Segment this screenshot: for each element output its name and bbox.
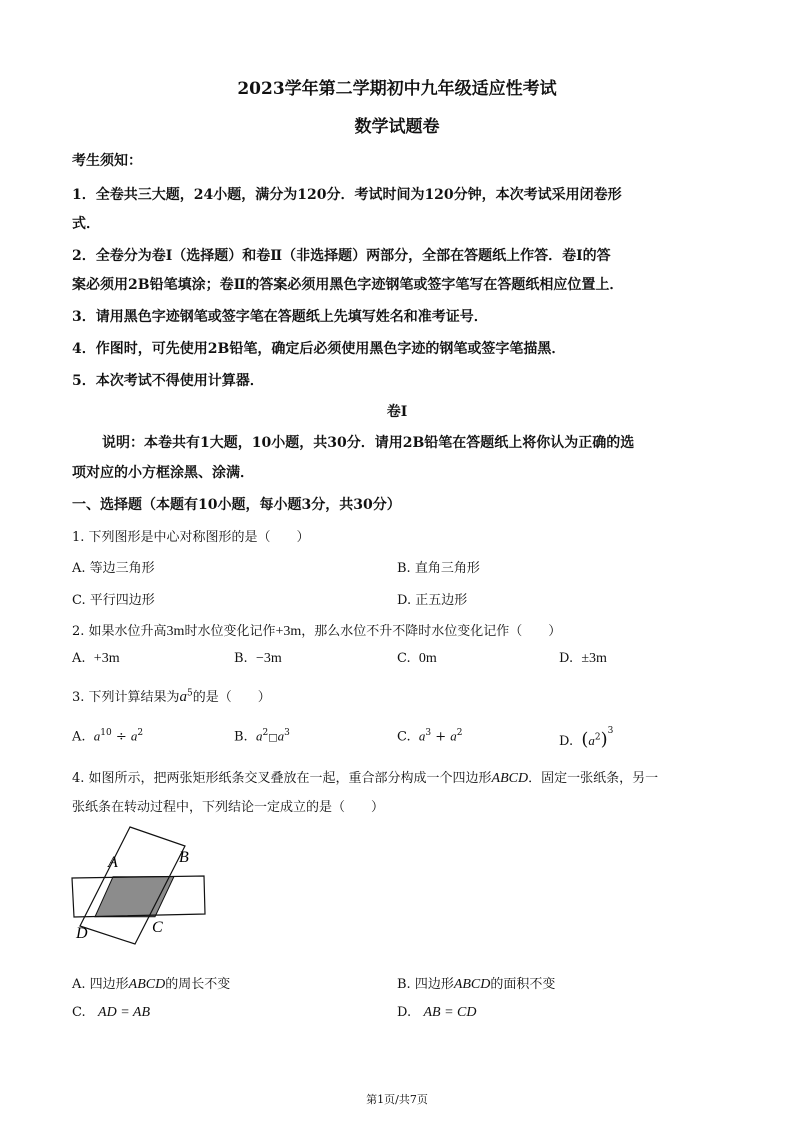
q3-option-c: [397, 728, 463, 744]
q4-option-b-post: 的面积不变: [490, 977, 556, 992]
notice-item-2-line-1: 2．全卷分为卷Ⅰ（选择题）和卷Ⅱ（非选择题）两部分，全部在答题纸上作答．卷Ⅰ的答: [72, 248, 611, 264]
q3-option-d: [559, 726, 613, 750]
q2-option-d: [559, 651, 607, 667]
notice-item-1-line-2: 式．: [72, 216, 100, 232]
q4-option-a-var: ABCD: [128, 977, 166, 992]
q4-option-c-label: C.: [72, 1005, 86, 1020]
q2-stem: [72, 620, 561, 640]
q3-stem-exp: 5: [187, 688, 193, 699]
q2-stem-pre: 2. 如果水位升高: [72, 624, 167, 639]
q3-stem-base: a: [179, 689, 188, 705]
q3-option-c-var-1: a: [418, 728, 426, 744]
q3-stem-post: 的是（ ）: [192, 690, 271, 705]
q3-stem: [72, 686, 271, 706]
q3-option-a-op: ÷: [111, 729, 131, 745]
volume-desc-line-1: 说明：本卷共有1大题，10小题，共30分．请用2B铅笔在答题纸上将你认为正确的选: [102, 435, 635, 451]
q4-option-c: [72, 1005, 150, 1021]
q3-option-b-label: B.: [234, 729, 248, 745]
q4-figure-label-a: A: [108, 854, 118, 871]
notice-item-5: 5．本次考试不得使用计算器．: [72, 373, 264, 389]
q3-option-a: [72, 728, 143, 744]
q3-option-c-exp-1: 3: [425, 728, 432, 738]
q3-option-b-exp-2: 3: [284, 728, 290, 738]
q2-option-c: [397, 651, 437, 667]
q1-option-c: C. 平行四边形: [72, 593, 155, 608]
q3-option-a-label: A.: [72, 729, 86, 745]
q3-option-a-exp-2: 2: [137, 728, 144, 738]
exam-subtitle: 数学试题卷: [354, 117, 440, 137]
q3-option-c-op: +: [431, 729, 451, 745]
q4-option-d-expr: AB = CD: [423, 1005, 477, 1020]
q3-option-c-exp-2: 2: [456, 728, 463, 738]
q4-stem-line-1: [72, 767, 658, 787]
q2-option-d-label: D.: [559, 651, 574, 666]
exam-title: 2023学年第二学期初中九年级适应性考试: [237, 79, 557, 99]
q3-option-c-var-2: a: [450, 728, 457, 744]
q3-option-a-exp-1: 10: [100, 728, 112, 738]
q2-option-d-value: ±3m: [581, 651, 607, 666]
notice-item-4: 4．作图时，可先使用2B铅笔，确定后必须使用黑色字迹的钢笔或签字笔描黑．: [72, 341, 566, 357]
q3-option-d-paren-close: ): [600, 729, 608, 750]
q3-option-b-op: □: [268, 732, 278, 744]
q4-figure-label-b: B: [179, 849, 189, 866]
q4-option-d-label: D.: [397, 1005, 412, 1020]
notice-item-2-line-2: 案必须用2B铅笔填涂；卷Ⅱ的答案必须用黑色字迹钢笔或签字笔写在答题纸相应位置上．: [72, 277, 624, 293]
q1-option-a: A. 等边三角形: [72, 561, 155, 576]
q1-option-b: B. 直角三角形: [397, 561, 480, 576]
q3-option-c-label: C.: [397, 729, 411, 745]
q4-option-d: [397, 1005, 477, 1021]
q4-overlap-quadrilateral: [95, 877, 174, 917]
q4-option-a-post: 的周长不变: [165, 977, 231, 992]
q3-option-d-label: D.: [559, 734, 574, 749]
q4-option-b-pre: B. 四边形: [397, 977, 454, 992]
q4-option-b: [397, 973, 555, 993]
q3-option-d-var: a: [588, 733, 595, 748]
q2-stem-value-1: 3m: [166, 624, 185, 639]
q3-option-a-var-2: a: [130, 728, 138, 744]
q2-option-a-value: +3m: [93, 651, 120, 666]
volume-heading: 卷Ⅰ: [386, 404, 408, 420]
q1-stem: 1. 下列图形是中心对称图形的是（ ）: [72, 530, 310, 545]
q4-option-a-pre: A. 四边形: [72, 977, 129, 992]
notice-item-1-line-1: 1．全卷共三大题，24小题，满分为120分．考试时间为120分钟，本次考试采用闭卷形: [72, 187, 622, 203]
volume-desc-line-2: 项对应的小方框涂黑、涂满．: [72, 465, 254, 481]
q2-option-b-label: B.: [234, 651, 248, 666]
q2-stem-mid: 时水位变化记作: [184, 624, 276, 639]
q2-stem-post: ，那么水位不升不降时水位变化记作（ ）: [301, 624, 562, 639]
q4-figure: [60, 818, 220, 948]
q2-stem-value-2: +3m: [275, 624, 302, 639]
q1-option-d: D. 正五边形: [397, 593, 468, 608]
q3-stem-pre: 3. 下列计算结果为: [72, 690, 180, 705]
q3-option-d-paren: (: [581, 729, 589, 750]
q4-stem-line-1-var: ABCD: [491, 771, 529, 786]
q4-figure-label-c: C: [152, 919, 163, 936]
q4-option-c-expr: AD = AB: [98, 1005, 150, 1020]
q4-stem-line-1-post: ．固定一张纸条，另一: [528, 771, 659, 786]
q2-option-a-label: A.: [72, 651, 86, 666]
q2-option-b: [234, 651, 282, 667]
q3-option-b-var-1: a: [255, 728, 263, 744]
q2-option-c-label: C.: [397, 651, 411, 666]
q2-option-c-value: 0m: [418, 651, 437, 666]
q3-option-b: [234, 728, 290, 744]
q3-option-b-var-2: a: [277, 728, 285, 744]
q4-stem-line-1-pre: 4. 如图所示，把两张矩形纸条交叉叠放在一起，重合部分构成一个四边形: [72, 771, 492, 786]
section-heading: 一、选择题（本题有10小题，每小题3分，共30分）: [72, 497, 401, 513]
q3-option-d-exp-inner: 2: [594, 732, 601, 743]
q4-option-b-var: ABCD: [453, 977, 491, 992]
q3-option-b-exp-1: 2: [262, 728, 269, 738]
page-number: 第1页/共7页: [366, 1093, 428, 1106]
notice-heading: 考生须知：: [72, 153, 142, 169]
q4-figure-label-d: D: [76, 925, 88, 942]
q2-option-a: [72, 651, 120, 667]
q2-option-b-value: −3m: [255, 651, 282, 666]
q3-option-a-var-1: a: [93, 728, 101, 744]
q4-stem-line-2: 张纸条在转动过程中，下列结论一定成立的是（ ）: [72, 800, 385, 815]
q4-option-a: [72, 973, 230, 993]
q3-option-d-exp-outer: 3: [607, 726, 614, 736]
notice-item-3: 3．请用黑色字迹钢笔或签字笔在答题纸上先填写姓名和准考证号．: [72, 309, 488, 325]
